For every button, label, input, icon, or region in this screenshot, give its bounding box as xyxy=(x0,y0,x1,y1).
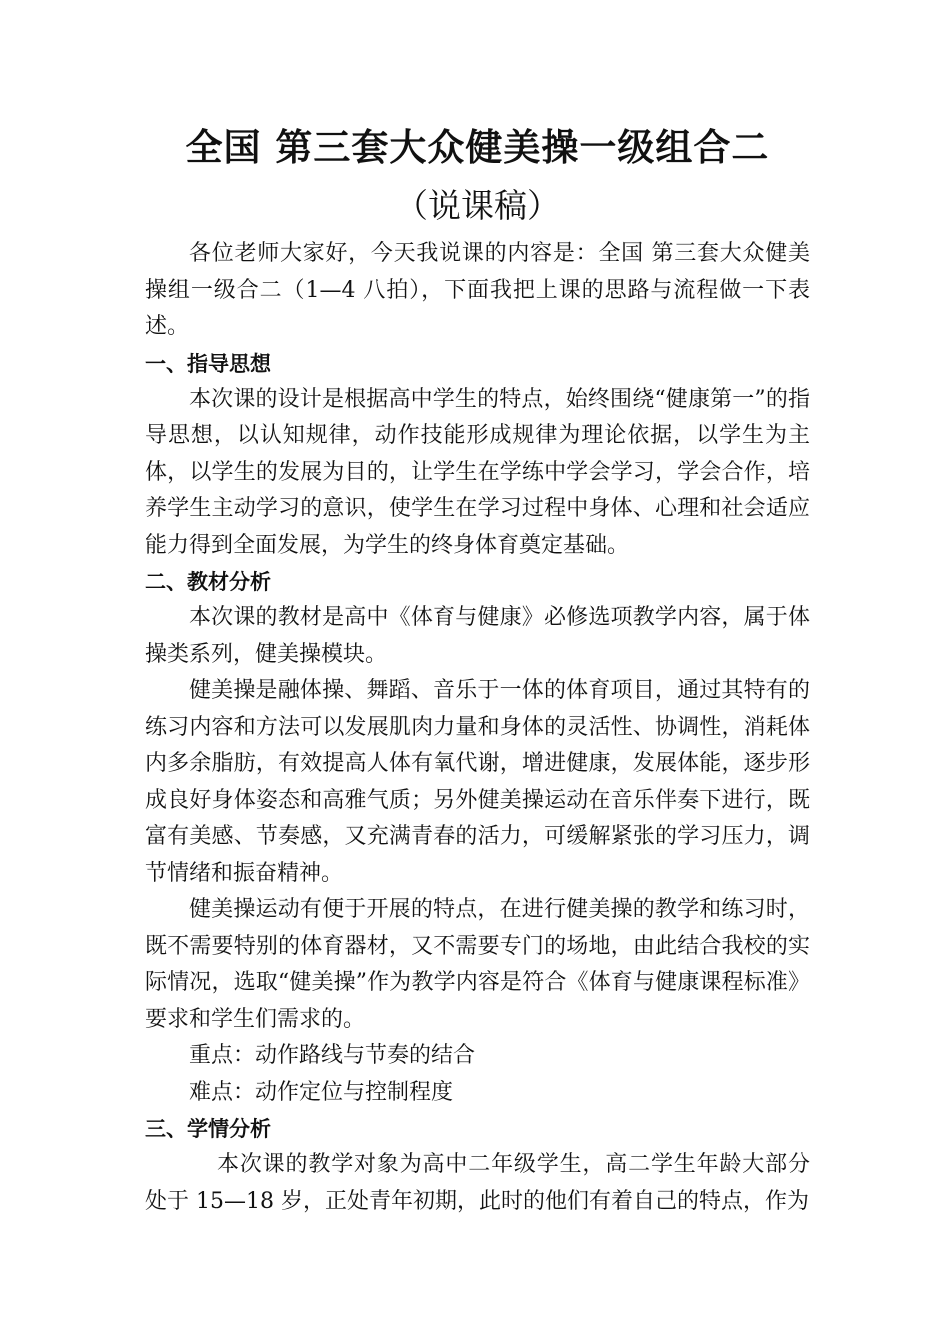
key-point: 重点：动作路线与节奏的结合 xyxy=(189,1043,476,1068)
paragraph: 本次课的教学对象为高中二年级学生，高二学生年龄大部分处于 15—18 岁，正处青年初期，此时的他们有着自己的特点，作为 xyxy=(145,1152,810,1214)
document-subtitle: （说课稿） xyxy=(395,186,560,225)
paragraph: 本次课的教材是高中《体育与健康》必修选项教学内容，属于体操类系列，健美操模块。 xyxy=(145,605,810,667)
paragraph: 健美操运动有便于开展的特点，在进行健美操的教学和练习时，既不需要特别的体育器材，又不需要专门的场地，由此结合我校的实际情况，选取“健美操”作为教学内容是符合《体育与健康课程标准》要求和学生们需求的。 xyxy=(145,897,810,1032)
document-title: 全国 第三套大众健美操一级组合二 xyxy=(185,126,770,169)
paragraph: 本次课的设计是根据高中学生的特点，始终围绕“健康第一”的指导思想，以认知规律，动作技能形成规律为理论依据，以学生为主体，以学生的发展为目的，让学生在学练中学会学习，学会合作，培养学生主动学习的意识，使学生在学习过程中身体、心理和社会适应能力得到全面发展，为学生的终身体育奠定基础。 xyxy=(145,386,810,558)
paragraph: 健美操是融体操、舞蹈、音乐于一体的体育项目，通过其特有的练习内容和方法可以发展肌肉力量和身体的灵活性、协调性，消耗体内多余脂肪，有效提高人体有氧代谢，增进健康，发展体能，逐步形成良好身体姿态和高雅气质；另外健美操运动在音乐伴奏下进行，既富有美感、节奏感，又充满青春的活力，可缓解紧张的学习压力，调节情绪和振奋精神。 xyxy=(145,678,810,886)
intro-paragraph: 各位老师大家好，今天我说课的内容是：全国 第三套大众健美操组一级合二（1—4 八拍），下面我把上课的思路与流程做一下表述。 xyxy=(145,241,810,339)
section-heading-material-analysis: 二、教材分析 xyxy=(145,570,271,594)
section-heading-guiding-ideology: 一、指导思想 xyxy=(145,351,271,376)
section-heading-student-analysis: 三、学情分析 xyxy=(145,1117,271,1141)
difficult-point: 难点：动作定位与控制程度 xyxy=(189,1079,454,1105)
